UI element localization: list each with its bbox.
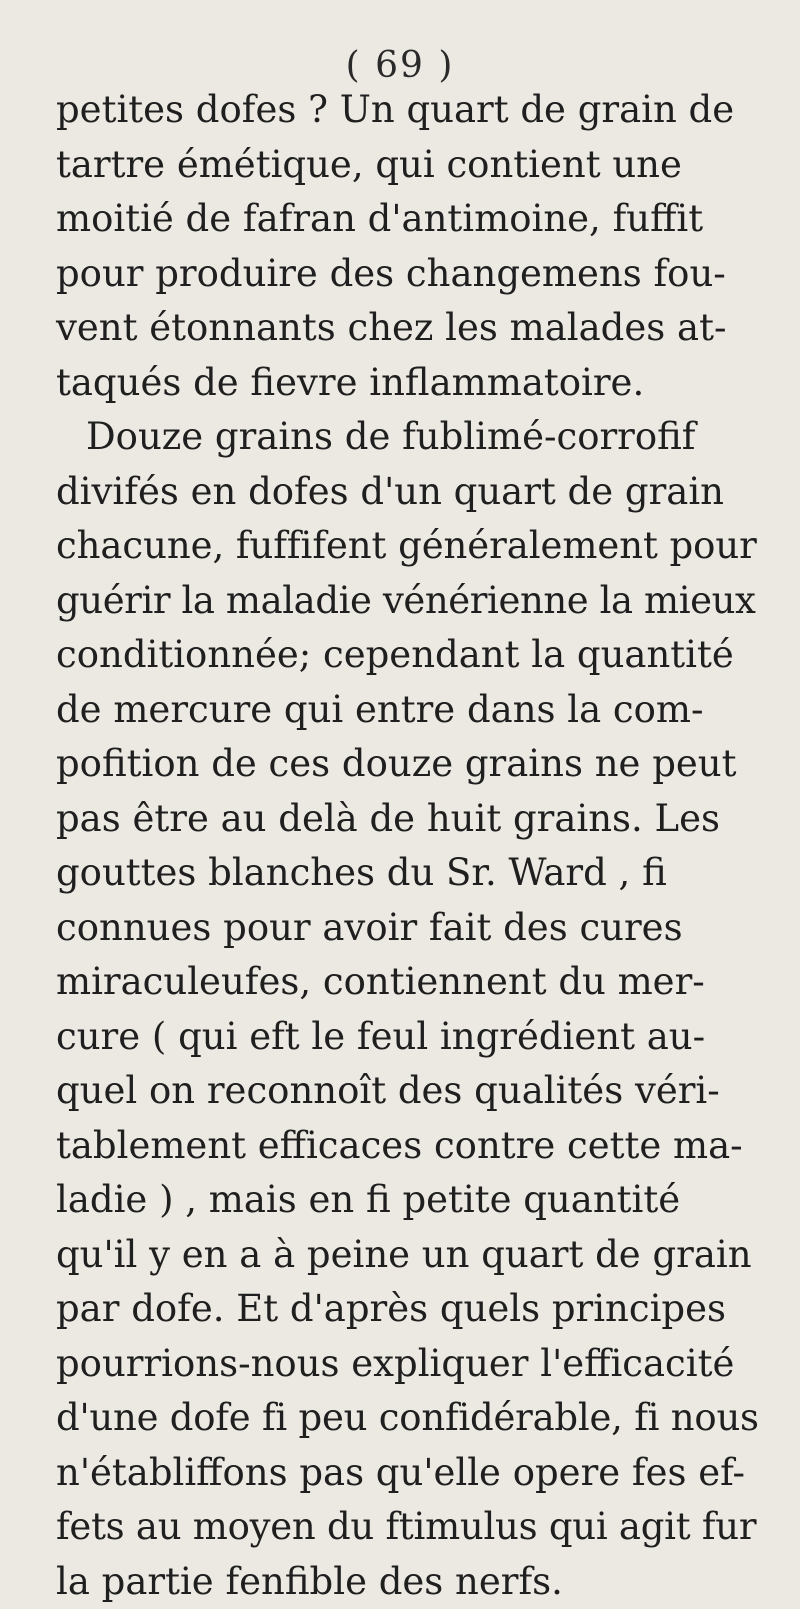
text-line: pofition de ces douze grains ne peut [56, 737, 756, 792]
text-line: pourrions-nous expliquer l'efficacité [56, 1337, 756, 1392]
text-line: vent étonnants chez les malades at- [56, 301, 756, 356]
text-line: cure ( qui eft le feul ingrédient au- [56, 1010, 756, 1065]
text-line: guérir la maladie vénérienne la mieux [56, 574, 756, 629]
paragraph-start-line: Douze grains de fublimé-corrofif [56, 410, 756, 465]
text-line: d'une dofe fi peu confidérable, fi nous [56, 1391, 756, 1446]
text-line: gouttes blanches du Sr. Ward , fi [56, 846, 756, 901]
text-line: quel on reconnoît des qualités véri- [56, 1064, 756, 1119]
text-line: par dofe. Et d'après quels principes [56, 1282, 756, 1337]
text-line: de mercure qui entre dans la com- [56, 683, 756, 738]
text-line: petites dofes ? Un quart de grain de [56, 83, 756, 138]
page-number: ( 69 ) [0, 44, 800, 88]
text-line: chacune, fuffifent généralement pour [56, 519, 756, 574]
text-line: conditionnée; cependant la quantité [56, 628, 756, 683]
text-line: fets au moyen du ftimulus qui agit fur [56, 1500, 756, 1555]
text-line: pour produire des changemens fou- [56, 247, 756, 302]
text-line: connues pour avoir fait des cures [56, 901, 756, 956]
text-line: tartre émétique, qui contient une [56, 138, 756, 193]
body-text [56, 83, 756, 1609]
text-line: n'établiffons pas qu'elle opere fes ef- [56, 1446, 756, 1501]
text-line: ladie ) , mais en fi petite quantité [56, 1173, 756, 1228]
text-line: miraculeufes, contiennent du mer- [56, 955, 756, 1010]
text-line: pas être au delà de huit grains. Les [56, 792, 756, 847]
text-line: tablement efficaces contre cette ma- [56, 1119, 756, 1174]
text-line: qu'il y en a à peine un quart de grain [56, 1228, 756, 1283]
text-line: divifés en dofes d'un quart de grain [56, 465, 756, 520]
text-line: la partie fenfible des nerfs. [56, 1555, 756, 1609]
text-line: taqués de fievre inflammatoire. [56, 356, 756, 411]
text-line: moitié de fafran d'antimoine, fuffit [56, 192, 756, 247]
